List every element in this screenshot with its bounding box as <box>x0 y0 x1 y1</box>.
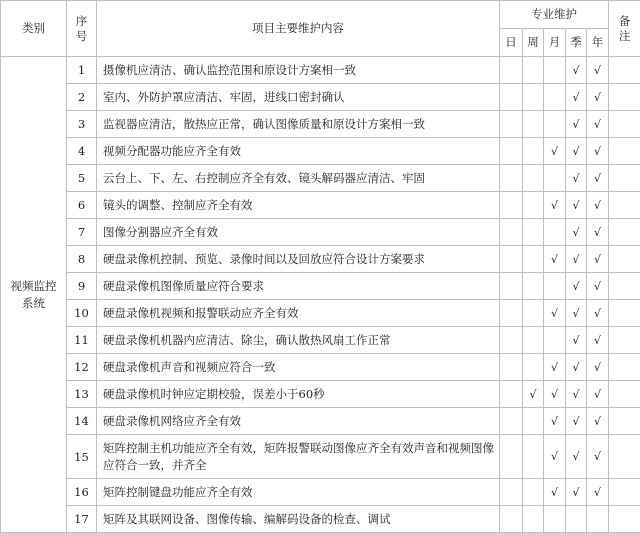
remark-cell <box>609 165 640 192</box>
category-text: 视频监控系统 <box>8 278 60 312</box>
check-month <box>544 327 566 354</box>
check-month <box>544 57 566 84</box>
row-number: 3 <box>67 111 97 138</box>
row-number: 11 <box>67 327 97 354</box>
check-week <box>523 192 544 219</box>
check-week <box>523 219 544 246</box>
check-day <box>500 300 523 327</box>
check-season: √ <box>566 57 587 84</box>
check-season: √ <box>566 111 587 138</box>
row-content: 矩阵控制键盘功能应齐全有效 <box>97 479 500 506</box>
check-year: √ <box>587 300 609 327</box>
check-day <box>500 273 523 300</box>
row-number: 4 <box>67 138 97 165</box>
check-month: √ <box>544 479 566 506</box>
header-professional: 专业维护 <box>500 1 609 29</box>
check-season: √ <box>566 479 587 506</box>
row-content: 镜头的调整、控制应齐全有效 <box>97 192 500 219</box>
check-year: √ <box>587 381 609 408</box>
check-year: √ <box>587 435 609 479</box>
check-month <box>544 506 566 533</box>
remark-cell <box>609 381 640 408</box>
row-number: 6 <box>67 192 97 219</box>
header-week: 周 <box>523 29 544 57</box>
check-month: √ <box>544 300 566 327</box>
check-year: √ <box>587 111 609 138</box>
check-day <box>500 57 523 84</box>
check-day <box>500 381 523 408</box>
table-row <box>1 327 640 354</box>
row-number: 7 <box>67 219 97 246</box>
row-number: 17 <box>67 506 97 533</box>
check-week <box>523 327 544 354</box>
check-year: √ <box>587 273 609 300</box>
row-content: 视频分配器功能应齐全有效 <box>97 138 500 165</box>
table-body <box>1 57 640 533</box>
header-content: 项目主要维护内容 <box>97 1 500 57</box>
check-month: √ <box>544 408 566 435</box>
check-week <box>523 273 544 300</box>
row-number: 15 <box>67 435 97 479</box>
check-year: √ <box>587 219 609 246</box>
remark-cell <box>609 246 640 273</box>
table-row <box>1 219 640 246</box>
table-row <box>1 165 640 192</box>
header-seq <box>67 1 97 57</box>
check-month <box>544 84 566 111</box>
check-season <box>566 506 587 533</box>
check-week <box>523 246 544 273</box>
check-day <box>500 138 523 165</box>
check-year: √ <box>587 479 609 506</box>
check-season: √ <box>566 246 587 273</box>
check-week <box>523 138 544 165</box>
table-row <box>1 381 640 408</box>
row-number: 8 <box>67 246 97 273</box>
check-day <box>500 479 523 506</box>
row-content: 硬盘录像机时钟应定期校验，误差小于60秒 <box>97 381 500 408</box>
check-day <box>500 219 523 246</box>
check-year: √ <box>587 192 609 219</box>
check-week <box>523 300 544 327</box>
remark-cell <box>609 435 640 479</box>
check-week <box>523 84 544 111</box>
check-month: √ <box>544 246 566 273</box>
row-number: 16 <box>67 479 97 506</box>
check-season: √ <box>566 300 587 327</box>
row-content: 矩阵及其联网设备、图像传输、编解码设备的检查、调试 <box>97 506 500 533</box>
row-number: 10 <box>67 300 97 327</box>
remark-cell <box>609 408 640 435</box>
check-day <box>500 84 523 111</box>
check-week <box>523 479 544 506</box>
row-number: 9 <box>67 273 97 300</box>
row-content: 硬盘录像机声音和视频应符合一致 <box>97 354 500 381</box>
check-season: √ <box>566 192 587 219</box>
remark-cell <box>609 273 640 300</box>
check-week <box>523 506 544 533</box>
table-row <box>1 246 640 273</box>
check-season: √ <box>566 354 587 381</box>
check-week <box>523 408 544 435</box>
check-month: √ <box>544 381 566 408</box>
check-day <box>500 165 523 192</box>
check-season: √ <box>566 408 587 435</box>
check-season: √ <box>566 84 587 111</box>
remark-cell <box>609 506 640 533</box>
check-month: √ <box>544 354 566 381</box>
table-row <box>1 408 640 435</box>
row-content: 硬盘录像机机器内应清洁、除尘，确认散热风扇工作正常 <box>97 327 500 354</box>
check-year: √ <box>587 354 609 381</box>
check-day <box>500 192 523 219</box>
table-row <box>1 300 640 327</box>
header-year: 年 <box>587 29 609 57</box>
remark-cell <box>609 354 640 381</box>
remark-cell <box>609 138 640 165</box>
check-year: √ <box>587 84 609 111</box>
remark-cell <box>609 84 640 111</box>
remark-cell <box>609 300 640 327</box>
check-year: √ <box>587 408 609 435</box>
header-remark <box>609 1 640 57</box>
row-number: 2 <box>67 84 97 111</box>
check-day <box>500 408 523 435</box>
row-number: 13 <box>67 381 97 408</box>
header-month: 月 <box>544 29 566 57</box>
row-content: 硬盘录像机图像质量应符合要求 <box>97 273 500 300</box>
check-month <box>544 111 566 138</box>
row-content: 云台上、下、左、右控制应齐全有效、镜头解码器应清洁、牢固 <box>97 165 500 192</box>
row-content: 硬盘录像机网络应齐全有效 <box>97 408 500 435</box>
check-week <box>523 111 544 138</box>
check-day <box>500 435 523 479</box>
check-season: √ <box>566 165 587 192</box>
table-row <box>1 479 640 506</box>
check-year: √ <box>587 165 609 192</box>
row-content: 图像分割器应齐全有效 <box>97 219 500 246</box>
row-number: 5 <box>67 165 97 192</box>
check-day <box>500 506 523 533</box>
row-content: 矩阵控制主机功能应齐全有效，矩阵报警联动图像应齐全有效声音和视频图像应符合一致，并齐全 <box>97 435 500 479</box>
table-row <box>1 192 640 219</box>
check-month <box>544 165 566 192</box>
remark-cell <box>609 57 640 84</box>
check-day <box>500 111 523 138</box>
row-content: 摄像机应清洁、确认监控范围和原设计方案相一致 <box>97 57 500 84</box>
header-seq-text: 序号 <box>75 14 89 44</box>
row-content: 硬盘录像机控制、预览、录像时间以及回放应符合设计方案要求 <box>97 246 500 273</box>
check-month <box>544 219 566 246</box>
table-row <box>1 84 640 111</box>
check-year: √ <box>587 57 609 84</box>
check-week <box>523 165 544 192</box>
check-season: √ <box>566 219 587 246</box>
header-season: 季 <box>566 29 587 57</box>
category-cell <box>1 57 67 533</box>
remark-cell <box>609 327 640 354</box>
check-week: √ <box>523 381 544 408</box>
row-content: 室内、外防护罩应清洁、牢固，进线口密封确认 <box>97 84 500 111</box>
table-row <box>1 435 640 479</box>
check-year: √ <box>587 327 609 354</box>
check-day <box>500 327 523 354</box>
check-season: √ <box>566 327 587 354</box>
row-number: 1 <box>67 57 97 84</box>
remark-cell <box>609 219 640 246</box>
header-remark-text: 备注 <box>618 14 632 44</box>
check-month: √ <box>544 435 566 479</box>
table-row <box>1 111 640 138</box>
check-week <box>523 57 544 84</box>
table-row <box>1 506 640 533</box>
remark-cell <box>609 111 640 138</box>
check-month: √ <box>544 138 566 165</box>
remark-cell <box>609 192 640 219</box>
check-month <box>544 273 566 300</box>
table-row <box>1 273 640 300</box>
header-category: 类别 <box>1 1 67 57</box>
check-day <box>500 354 523 381</box>
check-season: √ <box>566 381 587 408</box>
check-year: √ <box>587 246 609 273</box>
check-year <box>587 506 609 533</box>
check-season: √ <box>566 273 587 300</box>
check-day <box>500 246 523 273</box>
header-day: 日 <box>500 29 523 57</box>
row-content: 硬盘录像机视频和报警联动应齐全有效 <box>97 300 500 327</box>
check-month: √ <box>544 192 566 219</box>
remark-cell <box>609 479 640 506</box>
row-number: 12 <box>67 354 97 381</box>
check-week <box>523 354 544 381</box>
table-row <box>1 354 640 381</box>
table-row <box>1 57 640 84</box>
row-content: 监视器应清洁，散热应正常，确认图像质量和原设计方案相一致 <box>97 111 500 138</box>
check-season: √ <box>566 435 587 479</box>
check-year: √ <box>587 138 609 165</box>
check-week <box>523 435 544 479</box>
check-season: √ <box>566 138 587 165</box>
row-number: 14 <box>67 408 97 435</box>
table-row <box>1 138 640 165</box>
